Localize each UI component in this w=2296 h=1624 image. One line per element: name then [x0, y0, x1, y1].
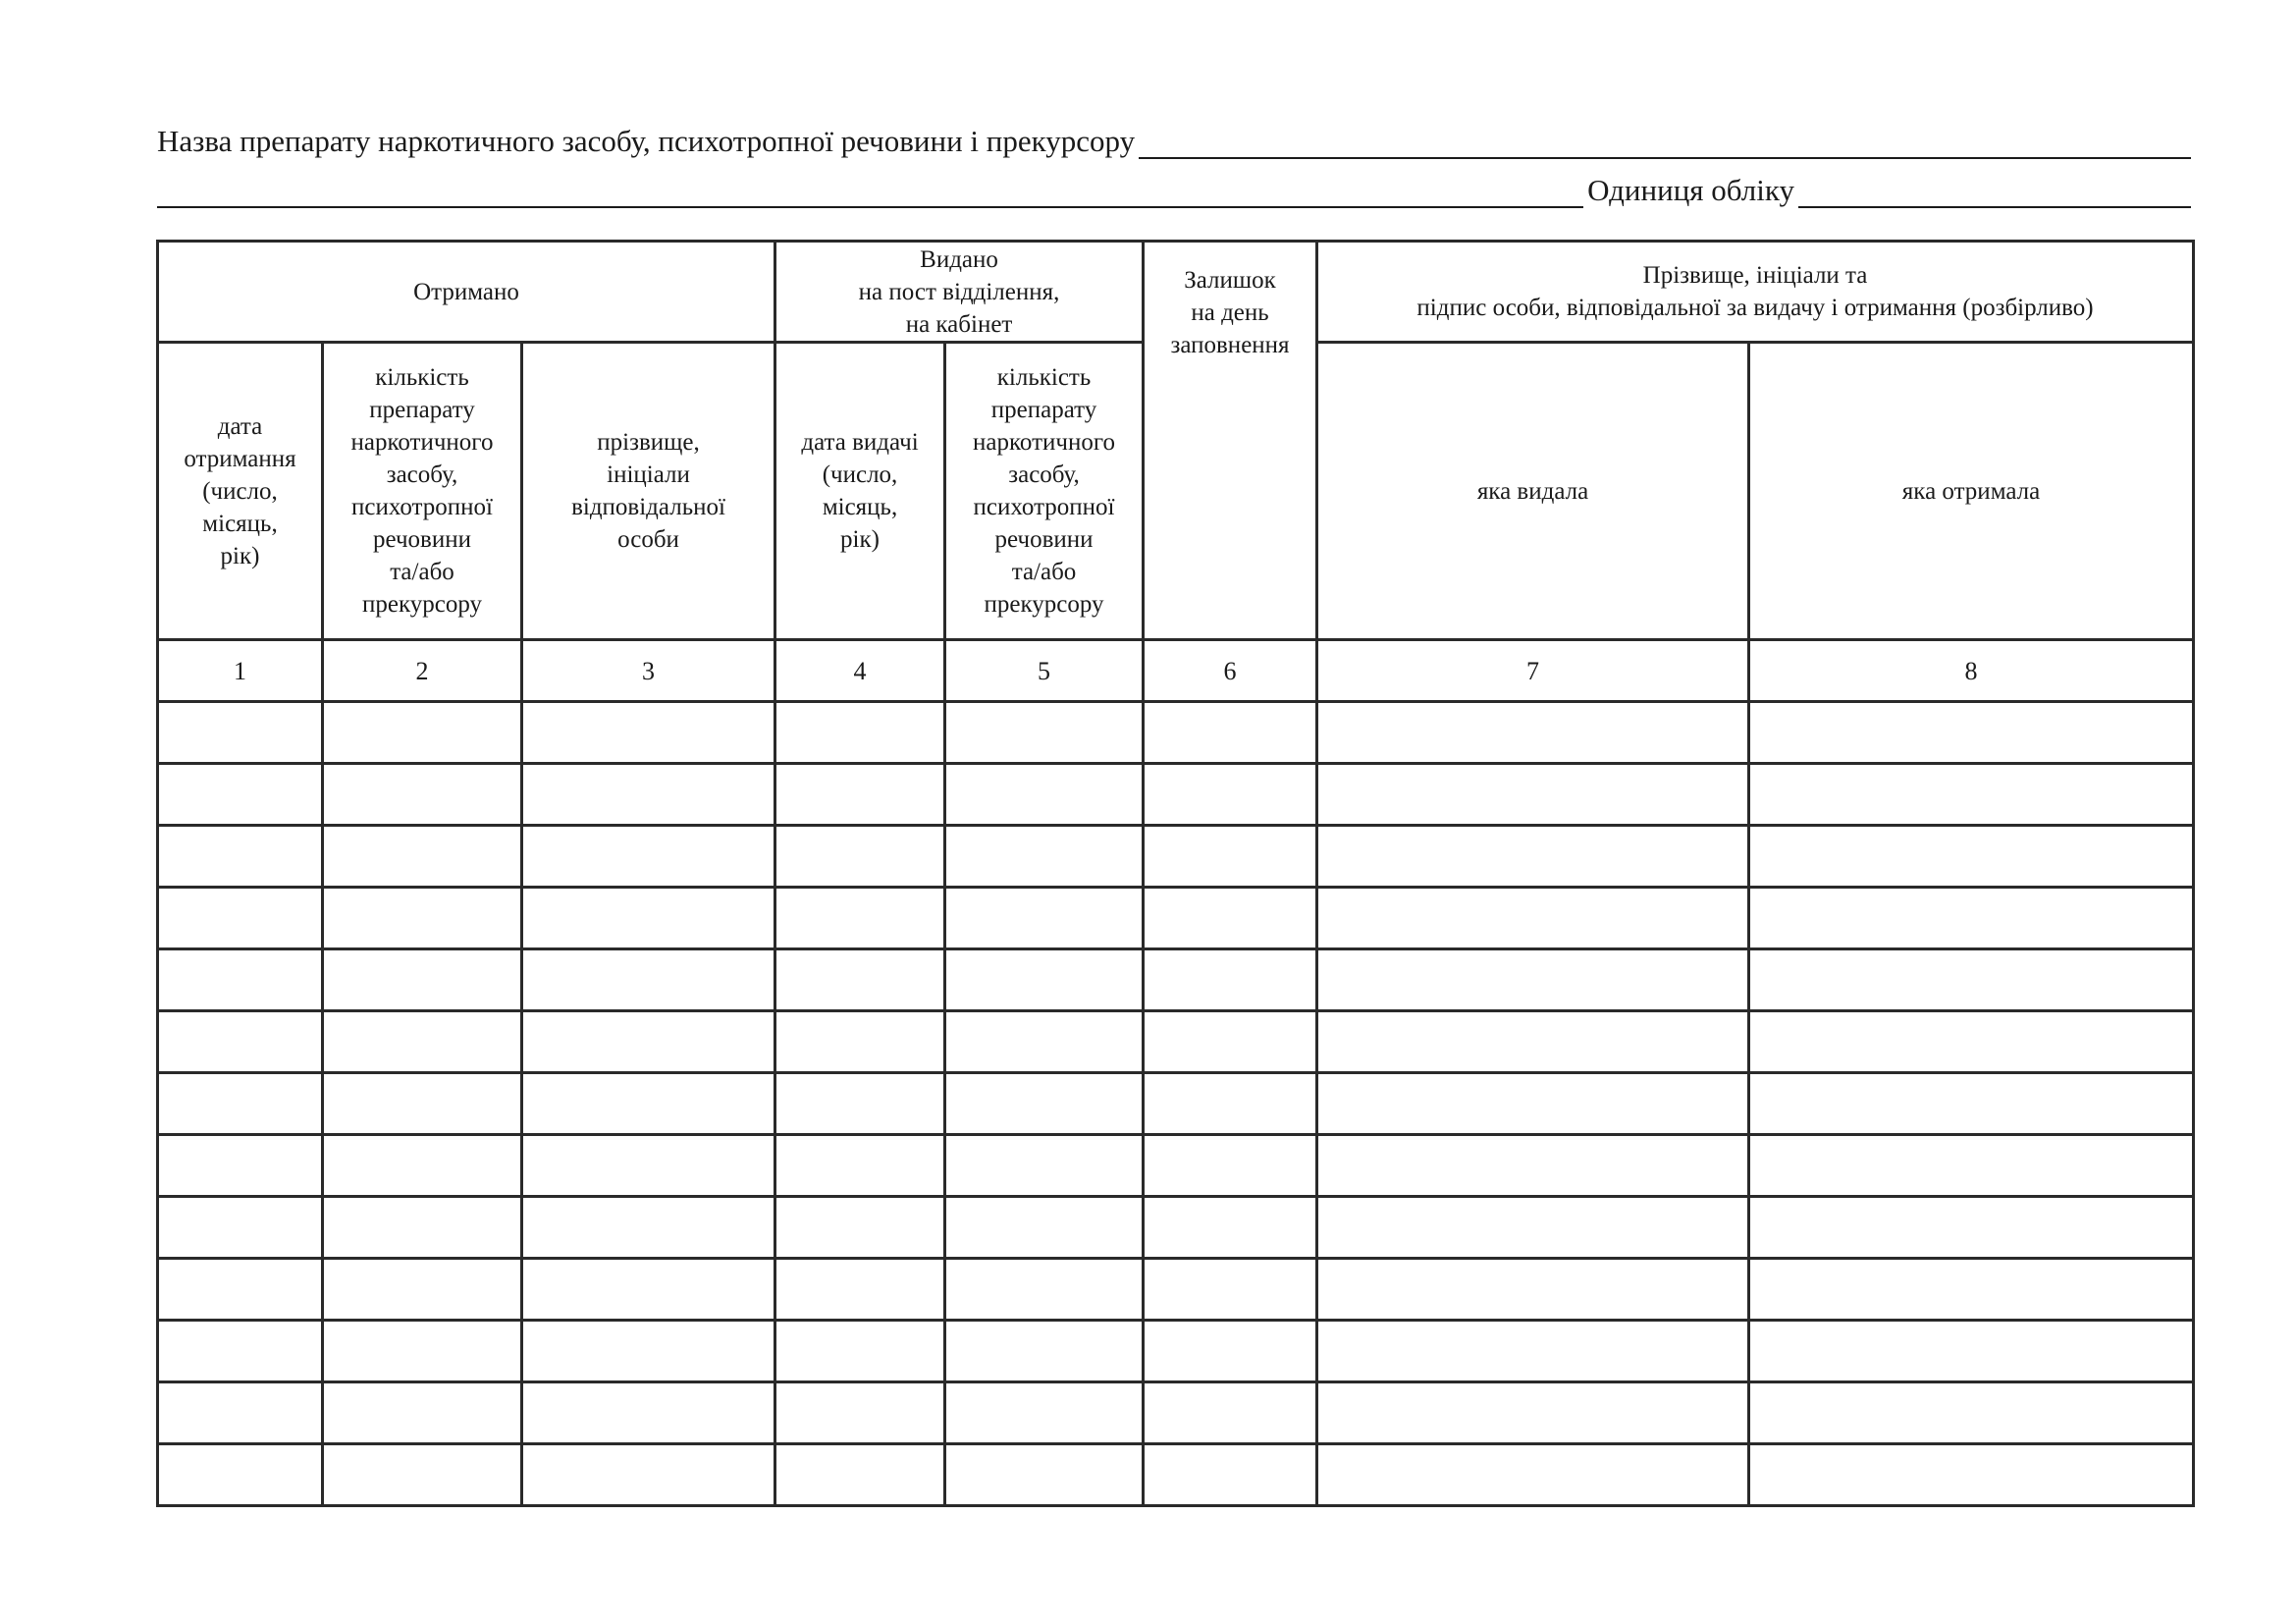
- table-cell[interactable]: [1144, 764, 1317, 826]
- column-number: 2: [323, 640, 522, 702]
- table-cell[interactable]: [945, 1011, 1144, 1073]
- table-cell[interactable]: [775, 702, 945, 764]
- table-cell[interactable]: [945, 826, 1144, 888]
- table-cell[interactable]: [158, 1382, 323, 1444]
- table-cell[interactable]: [522, 1011, 775, 1073]
- table-cell[interactable]: [522, 702, 775, 764]
- table-cell[interactable]: [945, 1073, 1144, 1135]
- table-row: [158, 764, 2194, 826]
- table-cell[interactable]: [158, 826, 323, 888]
- table-row: [158, 1073, 2194, 1135]
- table-cell[interactable]: [323, 764, 522, 826]
- table-cell[interactable]: [945, 1197, 1144, 1259]
- table-cell[interactable]: [1317, 1382, 1749, 1444]
- drug-name-line: [157, 124, 2191, 159]
- table-row: [158, 1011, 2194, 1073]
- table-cell[interactable]: [1749, 1135, 2194, 1197]
- column-number: 4: [775, 640, 945, 702]
- table-row: [158, 1382, 2194, 1444]
- table-cell[interactable]: [522, 826, 775, 888]
- issue-date-header: дата видачі (число, місяць, рік): [775, 343, 945, 640]
- table-cell[interactable]: [522, 1135, 775, 1197]
- table-cell[interactable]: [1317, 1197, 1749, 1259]
- table-cell[interactable]: [158, 1011, 323, 1073]
- table-cell[interactable]: [945, 1382, 1144, 1444]
- table-cell[interactable]: [775, 1073, 945, 1135]
- table-cell[interactable]: [1317, 1321, 1749, 1382]
- drug-name-field-continued[interactable]: [157, 177, 1583, 208]
- table-cell[interactable]: [775, 949, 945, 1011]
- table-cell[interactable]: [945, 1135, 1144, 1197]
- table-cell[interactable]: [1317, 1011, 1749, 1073]
- column-number-row: [158, 640, 2194, 702]
- column-number: 5: [945, 640, 1144, 702]
- table-cell[interactable]: [323, 1073, 522, 1135]
- table-cell[interactable]: [158, 1135, 323, 1197]
- column-number: 6: [1144, 640, 1317, 702]
- table-cell[interactable]: [323, 702, 522, 764]
- table-cell[interactable]: [1749, 764, 2194, 826]
- table-cell[interactable]: [522, 1259, 775, 1321]
- table-cell[interactable]: [1144, 1197, 1317, 1259]
- table-cell[interactable]: [1749, 1444, 2194, 1506]
- table-cell[interactable]: [323, 1135, 522, 1197]
- table-cell[interactable]: [945, 1259, 1144, 1321]
- table-cell[interactable]: [522, 888, 775, 949]
- recipient-header: яка отримала: [1749, 343, 2194, 640]
- table-cell[interactable]: [323, 1259, 522, 1321]
- table-cell[interactable]: [522, 1321, 775, 1382]
- table-cell[interactable]: [1144, 1073, 1317, 1135]
- table-cell[interactable]: [158, 949, 323, 1011]
- column-number: 7: [1317, 640, 1749, 702]
- table-cell[interactable]: [522, 1197, 775, 1259]
- table-cell[interactable]: [323, 888, 522, 949]
- drug-name-field[interactable]: [1139, 128, 2191, 159]
- table-cell[interactable]: [158, 764, 323, 826]
- issuer-header: яка видала: [1317, 343, 1749, 640]
- table-cell[interactable]: [945, 949, 1144, 1011]
- responsible-person-header: прізвище, ініціали відповідальної особи: [522, 343, 775, 640]
- table-cell[interactable]: [1144, 949, 1317, 1011]
- table-cell[interactable]: [158, 1259, 323, 1321]
- table-cell[interactable]: [1144, 1321, 1317, 1382]
- table-cell[interactable]: [323, 949, 522, 1011]
- table-cell[interactable]: [522, 1073, 775, 1135]
- table-cell[interactable]: [323, 1382, 522, 1444]
- table-cell[interactable]: [945, 1444, 1144, 1506]
- column-number: 8: [1749, 640, 2194, 702]
- table-cell[interactable]: [1317, 764, 1749, 826]
- table-cell[interactable]: [1749, 888, 2194, 949]
- table-cell[interactable]: [1749, 1011, 2194, 1073]
- table-cell[interactable]: [1317, 1135, 1749, 1197]
- table-cell[interactable]: [945, 1321, 1144, 1382]
- table-cell[interactable]: [1144, 826, 1317, 888]
- table-cell[interactable]: [775, 1444, 945, 1506]
- received-qty-header: кількість препарату наркотичного засобу, психотропної речовини та/або прекурсору: [323, 343, 522, 640]
- table-row: [158, 1135, 2194, 1197]
- table-cell[interactable]: [1144, 1382, 1317, 1444]
- table-cell[interactable]: [158, 1197, 323, 1259]
- table-cell[interactable]: [1317, 702, 1749, 764]
- table-cell[interactable]: [522, 764, 775, 826]
- table-cell[interactable]: [1144, 1135, 1317, 1197]
- table-cell[interactable]: [945, 888, 1144, 949]
- table-cell[interactable]: [1144, 1444, 1317, 1506]
- received-date-header: дата отримання (число, місяць, рік): [158, 343, 323, 640]
- table-cell[interactable]: [158, 1321, 323, 1382]
- table-cell[interactable]: [1317, 888, 1749, 949]
- table-cell[interactable]: [775, 764, 945, 826]
- table-cell[interactable]: [323, 1444, 522, 1506]
- issued-group-header: Видано на пост відділення, на кабінет: [775, 242, 1144, 343]
- table-cell[interactable]: [945, 702, 1144, 764]
- table-cell[interactable]: [158, 1444, 323, 1506]
- table-cell[interactable]: [158, 888, 323, 949]
- table-cell[interactable]: [1317, 949, 1749, 1011]
- table-cell[interactable]: [1749, 702, 2194, 764]
- journal-table: [156, 240, 2195, 1507]
- table-cell[interactable]: [1144, 702, 1317, 764]
- balance-header: Залишок на день заповнення: [1144, 242, 1317, 640]
- table-cell[interactable]: [945, 764, 1144, 826]
- table-cell[interactable]: [323, 1197, 522, 1259]
- table-cell[interactable]: [775, 826, 945, 888]
- column-number: 1: [158, 640, 323, 702]
- group-header-row: [158, 242, 2194, 343]
- table-cell[interactable]: [1317, 1444, 1749, 1506]
- table-cell[interactable]: [1317, 1259, 1749, 1321]
- table-row: [158, 949, 2194, 1011]
- table-row: [158, 702, 2194, 764]
- table-row: [158, 1444, 2194, 1506]
- table-cell[interactable]: [1749, 826, 2194, 888]
- table-cell[interactable]: [1749, 1321, 2194, 1382]
- column-number: 3: [522, 640, 775, 702]
- table-row: [158, 1259, 2194, 1321]
- table-cell[interactable]: [1144, 1259, 1317, 1321]
- table-row: [158, 1321, 2194, 1382]
- table-cell[interactable]: [1144, 888, 1317, 949]
- table-row: [158, 888, 2194, 949]
- table-cell[interactable]: [775, 1382, 945, 1444]
- table-cell[interactable]: [158, 702, 323, 764]
- table-cell[interactable]: [323, 1011, 522, 1073]
- signatures-group-header: Прізвище, ініціали та підпис особи, відповідальної за видачу і отримання (розбірливо): [1317, 242, 2194, 343]
- unit-field[interactable]: [1798, 177, 2191, 208]
- table-cell[interactable]: [1749, 1073, 2194, 1135]
- drug-name-label: Назва препарату наркотичного засобу, психотропної речовини і прекурсору: [157, 124, 1136, 158]
- table-cell[interactable]: [1749, 1259, 2194, 1321]
- received-group-header: Отримано: [158, 242, 775, 343]
- table-cell[interactable]: [775, 1197, 945, 1259]
- table-cell[interactable]: [775, 1011, 945, 1073]
- table-cell[interactable]: [775, 888, 945, 949]
- issued-qty-header: кількість препарату наркотичного засобу, психотропної речовини та/або прекурсору: [945, 343, 1144, 640]
- table-cell[interactable]: [1749, 1197, 2194, 1259]
- table-cell[interactable]: [775, 1135, 945, 1197]
- table-cell[interactable]: [775, 1259, 945, 1321]
- table-cell[interactable]: [1317, 826, 1749, 888]
- table-cell[interactable]: [522, 949, 775, 1011]
- unit-label: Одиниця обліку: [1587, 173, 1794, 207]
- table-cell[interactable]: [1749, 949, 2194, 1011]
- table-cell[interactable]: [1144, 1011, 1317, 1073]
- table-cell[interactable]: [1317, 1073, 1749, 1135]
- table-cell[interactable]: [522, 1444, 775, 1506]
- table-cell[interactable]: [1749, 1382, 2194, 1444]
- table-cell[interactable]: [323, 826, 522, 888]
- table-cell[interactable]: [323, 1321, 522, 1382]
- table-row: [158, 826, 2194, 888]
- unit-line: [157, 173, 2191, 208]
- table-cell[interactable]: [158, 1073, 323, 1135]
- table-cell[interactable]: [775, 1321, 945, 1382]
- table-row: [158, 1197, 2194, 1259]
- table-cell[interactable]: [522, 1382, 775, 1444]
